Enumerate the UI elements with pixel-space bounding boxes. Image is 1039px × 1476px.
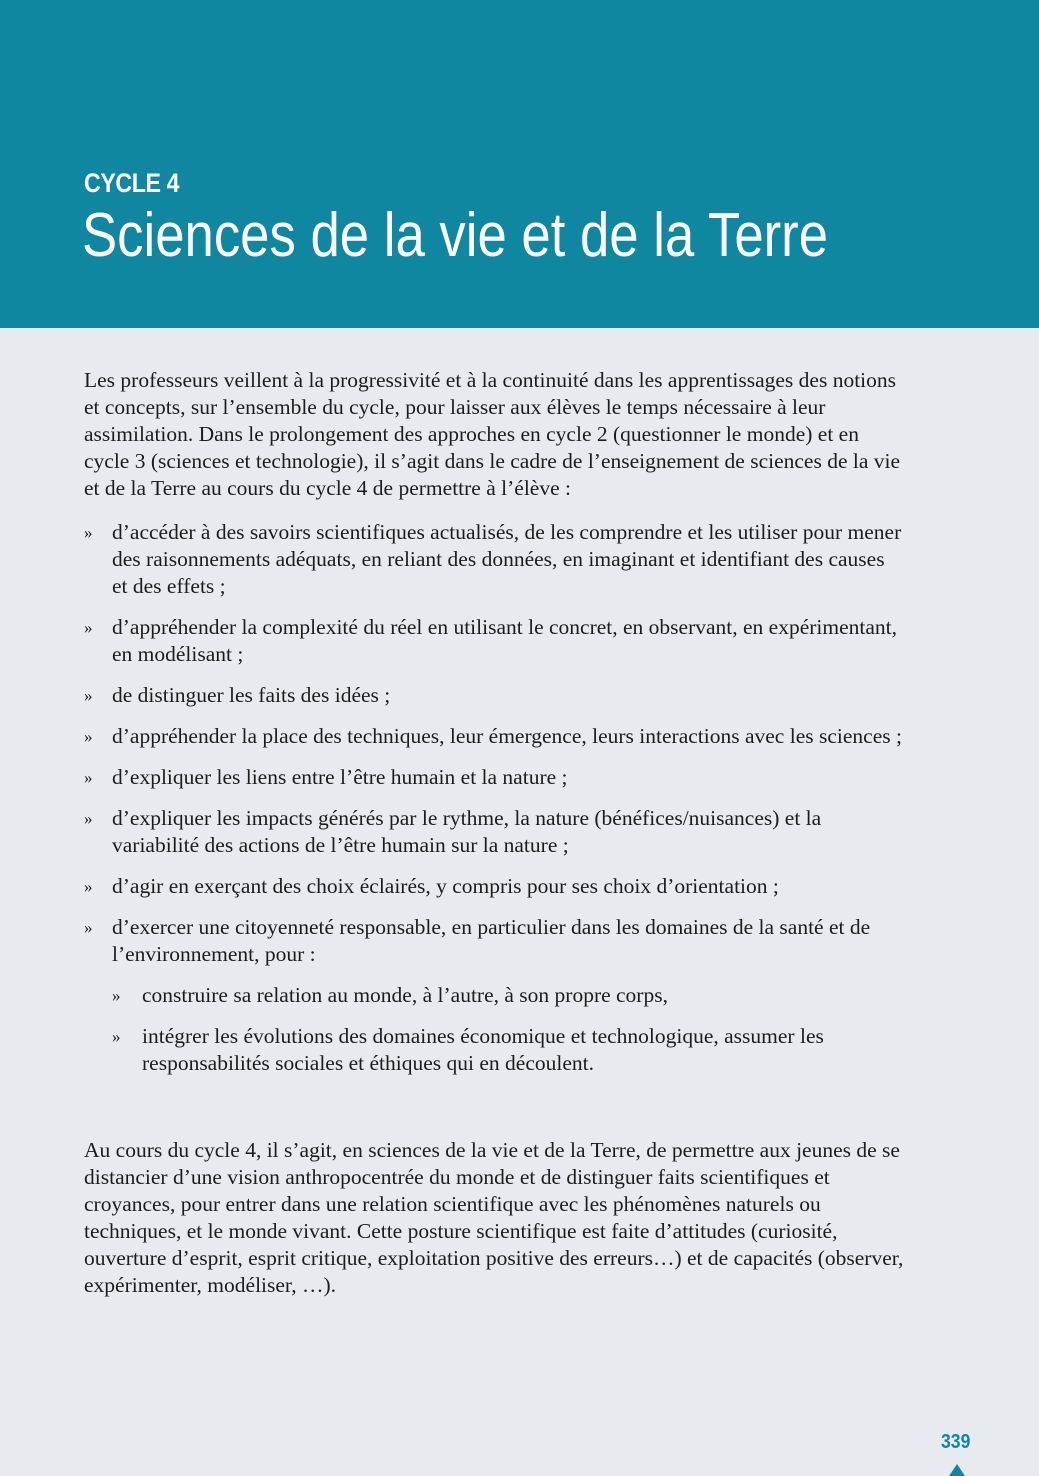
- list-item: » d’appréhender la place des techniques, leur émergence, leurs interactions avec les sciences ;: [84, 723, 904, 750]
- page-marker-triangle-icon: [949, 1464, 965, 1476]
- header-band: [0, 0, 1039, 328]
- page-number: 339: [941, 1431, 971, 1453]
- list-item: » d’expliquer les liens entre l’être humain et la nature ;: [84, 764, 904, 791]
- outro-paragraph: Au cours du cycle 4, il s’agit, en sciences de la vie et de la Terre, de permettre aux jeunes de se distancier d’une vision anthropocentrée du monde et de distinguer faits scientifiques et croyances, pour entrer dans une relation scientifique avec les phénomènes naturels ou techniques, et le monde vivant. Cette posture scientifique est faite d’attitudes (curiosité, ouverture d’esprit, esprit critique, exploitation positive des erreurs…) et de capacités (observer, expérimenter, modéliser, …).: [84, 1138, 904, 1297]
- intro-paragraph: Les professeurs veillent à la progressivité et à la continuité dans les apprentissages des notions et concepts, sur l’ensemble du cycle, pour laisser aux élèves le temps nécessaire à leur assimilation. Dans le prolongement des approches en cycle 2 (questionner le monde) et en cycle 3 (sciences et technologie), il s’agit dans le cadre de l’enseignement de sciences de la vie et de la Terre au cours du cycle 4 de permettre à l’élève :: [84, 368, 901, 500]
- list-item-with-sublist: [84, 914, 904, 1077]
- list-item: » d’appréhender la complexité du réel en utilisant le concret, en observant, en expérimentant, en modélisant ;: [84, 614, 904, 668]
- sub-list: [112, 982, 904, 1077]
- list-item: » d’agir en exerçant des choix éclairés, y compris pour ses choix d’orientation ;: [84, 873, 904, 900]
- objectives-list: [84, 519, 904, 1077]
- list-item: » d’expliquer les impacts générés par le rythme, la nature (bénéfices/nuisances) et la variabilité des actions de l’être humain sur la nature ;: [84, 805, 904, 859]
- list-item-text: d’exercer une citoyenneté responsable, en particulier dans les domaines de la santé et de l’environnement, pour :: [112, 915, 871, 966]
- list-item: » d’accéder à des savoirs scientifiques actualisés, de les comprendre et les utiliser pour mener des raisonnements adéquats, en reliant des données, en imaginant et identifiant des causes et des effets ;: [84, 519, 904, 600]
- main-content: [84, 367, 904, 1299]
- sub-list-item: » construire sa relation au monde, à l’autre, à son propre corps,: [112, 982, 904, 1009]
- page-title: Sciences de la vie et de la Terre: [82, 201, 829, 270]
- list-item: » de distinguer les faits des idées ;: [84, 682, 904, 709]
- sub-list-item: » intégrer les évolutions des domaines économique et technologique, assumer les responsabilités sociales et éthiques qui en découlent.: [112, 1023, 904, 1077]
- cycle-label: CYCLE 4: [84, 168, 180, 198]
